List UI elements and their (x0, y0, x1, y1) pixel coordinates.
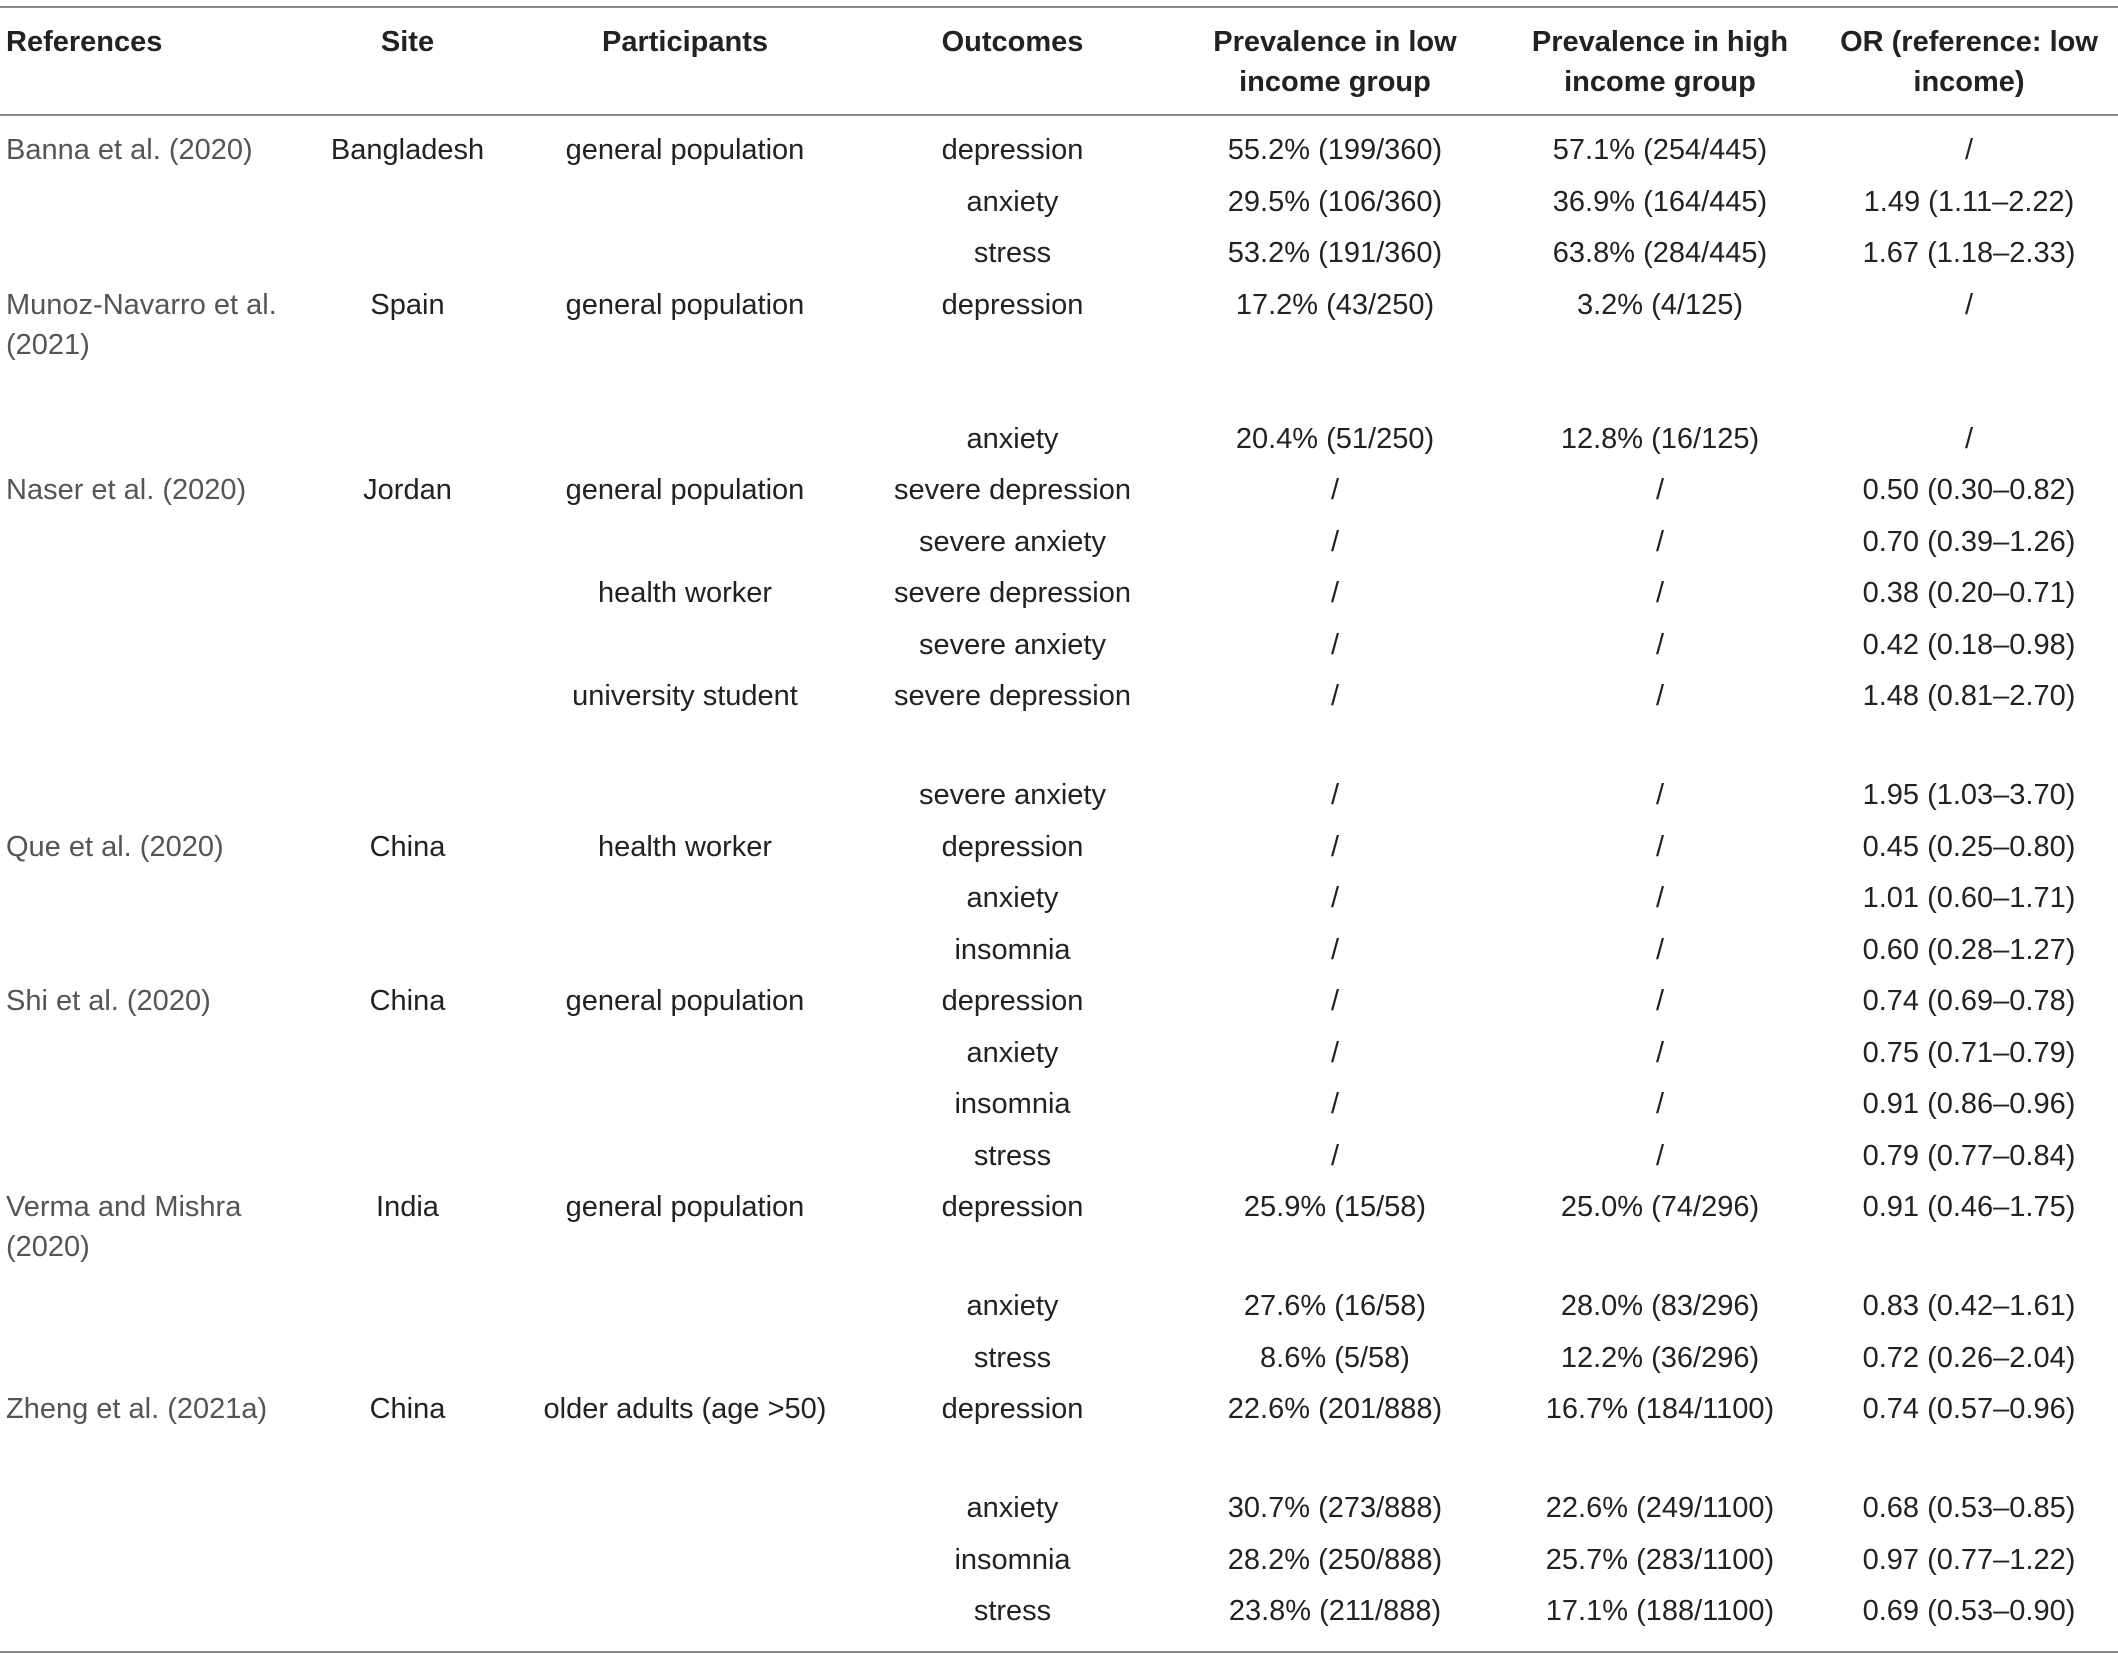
cell-reference (0, 1334, 300, 1386)
cell-outcome: stress (973, 1139, 1052, 1172)
cell-reference (0, 1029, 300, 1081)
cell-site: India (376, 1191, 439, 1223)
cell-reference (0, 926, 300, 978)
cell-prevalence-high: 16.7% (184/1100) (1545, 1393, 1775, 1425)
cell-odds-ratio: 0.91 (0.46–1.75) (1862, 1191, 2076, 1223)
cell-prevalence-low: / (1330, 1088, 1340, 1120)
cell-site (300, 1484, 515, 1536)
cell-prevalence-high: / (1655, 628, 1665, 661)
cell-odds-ratio: 1.01 (0.60–1.71) (1862, 882, 2076, 914)
table-row (0, 229, 2118, 281)
cell-reference (0, 1536, 300, 1588)
cell-reference (0, 1484, 300, 1536)
cell-prevalence-high: 28.0% (83/296) (1560, 1290, 1760, 1322)
table-row (0, 178, 2118, 230)
table-row (0, 1282, 2118, 1334)
cell-participants (515, 229, 855, 281)
cell-prevalence-high: / (1655, 1036, 1665, 1069)
cell-odds-ratio: 0.74 (0.57–0.96) (1862, 1393, 2076, 1425)
cell-prevalence-high: 25.7% (283/1100) (1545, 1543, 1775, 1576)
cell-prevalence-low: 23.8% (211/888) (1228, 1595, 1442, 1627)
cell-site (300, 1536, 515, 1588)
cell-site (300, 518, 515, 570)
table-row (0, 1587, 2118, 1652)
cell-participants: general population (565, 985, 805, 1017)
header-row (0, 7, 2118, 115)
cell-site: China (369, 985, 446, 1017)
cell-prevalence-high: / (1655, 525, 1665, 558)
cell-odds-ratio: 0.70 (0.39–1.26) (1862, 525, 2076, 558)
cell-reference (0, 672, 300, 771)
table-row (0, 977, 2118, 1029)
cell-prevalence-high: / (1655, 1088, 1665, 1120)
cell-prevalence-high: 63.8% (284/445) (1552, 237, 1768, 269)
cell-outcome: stress (973, 237, 1052, 269)
cell-participants: general population (565, 288, 805, 321)
cell-participants (515, 1536, 855, 1588)
cell-site (300, 1334, 515, 1386)
cell-outcome: depression (941, 134, 1084, 166)
cell-prevalence-low: / (1330, 985, 1340, 1017)
cell-odds-ratio: 0.60 (0.28–1.27) (1862, 933, 2076, 966)
cell-odds-ratio: 0.38 (0.20–0.71) (1862, 577, 2076, 609)
cell-prevalence-high: 17.1% (188/1100) (1545, 1595, 1775, 1627)
cell-prevalence-high: 57.1% (254/445) (1552, 134, 1768, 166)
cell-outcome: depression (941, 288, 1084, 321)
cell-prevalence-low: 27.6% (16/58) (1243, 1290, 1427, 1322)
cell-outcome: severe anxiety (919, 779, 1106, 811)
cell-participants (515, 1029, 855, 1081)
cell-prevalence-low: 28.2% (250/888) (1227, 1543, 1443, 1576)
header-site: Site (380, 26, 435, 58)
cell-reference: Banna et al. (2020) (6, 134, 253, 166)
cell-outcome: depression (941, 1191, 1084, 1223)
cell-reference (0, 229, 300, 281)
cell-outcome: anxiety (966, 185, 1059, 218)
cell-site (300, 1029, 515, 1081)
cell-odds-ratio: 0.91 (0.86–0.96) (1862, 1088, 2076, 1120)
cell-reference: Zheng et al. (2021a) (6, 1393, 268, 1425)
cell-reference (0, 569, 300, 621)
cell-prevalence-low: 29.5% (106/360) (1227, 185, 1443, 218)
header-prevalence-high: Prevalence in high income group (1531, 26, 1789, 98)
cell-odds-ratio: / (1964, 422, 1974, 455)
table-row (0, 281, 2118, 415)
cell-prevalence-low: 53.2% (191/360) (1227, 237, 1443, 269)
cell-outcome: anxiety (966, 1036, 1059, 1069)
cell-odds-ratio: 0.75 (0.71–0.79) (1862, 1036, 2076, 1069)
cell-prevalence-high: / (1655, 830, 1665, 863)
cell-site (300, 1282, 515, 1334)
cell-prevalence-low: 25.9% (15/58) (1243, 1191, 1427, 1223)
cell-prevalence-high: / (1655, 882, 1665, 914)
cell-prevalence-low: 8.6% (5/58) (1260, 1341, 1410, 1374)
cell-prevalence-high: 12.2% (36/296) (1560, 1341, 1760, 1374)
cell-site: Spain (370, 288, 445, 321)
cell-reference: Que et al. (2020) (6, 830, 224, 863)
table-row (0, 1183, 2118, 1282)
cell-odds-ratio: 1.67 (1.18–2.33) (1862, 237, 2076, 269)
cell-outcome: anxiety (966, 882, 1059, 914)
cell-site (300, 1132, 515, 1184)
cell-site (300, 415, 515, 467)
cell-participants (515, 178, 855, 230)
table-row (0, 415, 2118, 467)
cell-prevalence-high: / (1655, 577, 1665, 609)
cell-site (300, 1587, 515, 1652)
cell-prevalence-high: / (1655, 985, 1665, 1017)
cell-participants (515, 1484, 855, 1536)
cell-prevalence-high: / (1655, 933, 1665, 966)
cell-reference: Verma and Mishra (2020) (6, 1191, 242, 1263)
table-row (0, 569, 2118, 621)
table-row (0, 874, 2118, 926)
header-outcomes: Outcomes (941, 26, 1084, 58)
cell-site (300, 569, 515, 621)
cell-site (300, 874, 515, 926)
cell-outcome: severe anxiety (919, 525, 1106, 558)
cell-outcome: severe anxiety (919, 628, 1106, 661)
cell-prevalence-high: 25.0% (74/296) (1560, 1191, 1760, 1223)
cell-outcome: severe depression (894, 474, 1131, 506)
table-row (0, 1484, 2118, 1536)
cell-participants: older adults (age >50) (543, 1393, 827, 1425)
cell-outcome: severe depression (894, 577, 1131, 609)
cell-site (300, 178, 515, 230)
cell-reference (0, 1282, 300, 1334)
cell-participants: general population (565, 134, 805, 166)
cell-prevalence-low: 30.7% (273/888) (1227, 1492, 1443, 1524)
table-row (0, 518, 2118, 570)
cell-odds-ratio: 0.50 (0.30–0.82) (1862, 474, 2076, 506)
cell-odds-ratio: 0.79 (0.77–0.84) (1862, 1139, 2076, 1172)
cell-odds-ratio: 0.83 (0.42–1.61) (1862, 1290, 2076, 1322)
table-body (0, 115, 2118, 1652)
cell-outcome: anxiety (966, 1290, 1059, 1322)
cell-reference (0, 621, 300, 673)
cell-outcome: depression (941, 830, 1084, 863)
header-prevalence-low: Prevalence in low income group (1213, 26, 1457, 98)
cell-site: China (369, 1393, 446, 1425)
table-row (0, 1029, 2118, 1081)
cell-participants (515, 1080, 855, 1132)
cell-prevalence-high: / (1655, 779, 1665, 811)
table-row (0, 466, 2118, 518)
cell-odds-ratio: 0.42 (0.18–0.98) (1862, 628, 2076, 661)
cell-reference (0, 771, 300, 823)
cell-odds-ratio: 0.68 (0.53–0.85) (1862, 1492, 2076, 1524)
cell-participants (515, 1282, 855, 1334)
cell-prevalence-high: 12.8% (16/125) (1560, 422, 1760, 455)
cell-prevalence-low: / (1330, 680, 1340, 712)
cell-prevalence-low: / (1330, 525, 1340, 558)
table-row (0, 823, 2118, 875)
cell-participants (515, 874, 855, 926)
cell-prevalence-low: 17.2% (43/250) (1235, 288, 1435, 321)
cell-outcome: insomnia (954, 933, 1071, 966)
header-odds-ratio: OR (reference: low income) (1840, 26, 2098, 98)
cell-prevalence-low: 55.2% (199/360) (1227, 134, 1443, 166)
cell-outcome: depression (941, 1393, 1084, 1425)
cell-prevalence-low: / (1330, 779, 1340, 811)
cell-prevalence-low: / (1330, 830, 1340, 863)
cell-site (300, 621, 515, 673)
cell-odds-ratio: 0.69 (0.53–0.90) (1862, 1595, 2076, 1627)
table-row (0, 672, 2118, 771)
cell-prevalence-high: / (1655, 1139, 1665, 1172)
cell-prevalence-low: / (1330, 1036, 1340, 1069)
header-references: References (6, 26, 163, 58)
cell-participants: health worker (597, 577, 773, 609)
cell-outcome: anxiety (966, 1492, 1059, 1524)
cell-prevalence-low: 20.4% (51/250) (1235, 422, 1435, 455)
cell-participants (515, 771, 855, 823)
cell-site: Bangladesh (330, 134, 485, 166)
cell-reference (0, 178, 300, 230)
cell-participants: university student (572, 680, 798, 712)
cell-prevalence-low: / (1330, 933, 1340, 966)
cell-site: China (369, 830, 446, 863)
table-row (0, 1132, 2118, 1184)
cell-prevalence-high: / (1655, 680, 1665, 712)
cell-participants (515, 1587, 855, 1652)
cell-prevalence-low: / (1330, 628, 1340, 661)
table-row (0, 1385, 2118, 1484)
table-row (0, 771, 2118, 823)
cell-odds-ratio: 0.97 (0.77–1.22) (1862, 1543, 2076, 1576)
cell-reference (0, 518, 300, 570)
cell-participants (515, 1132, 855, 1184)
cell-participants (515, 621, 855, 673)
table-row (0, 1334, 2118, 1386)
cell-odds-ratio: 0.74 (0.69–0.78) (1862, 985, 2076, 1017)
cell-prevalence-low: 22.6% (201/888) (1227, 1393, 1443, 1425)
header-participants: Participants (602, 26, 768, 58)
cell-prevalence-high: 36.9% (164/445) (1552, 185, 1768, 218)
cell-odds-ratio: / (1964, 288, 1974, 321)
cell-reference (0, 1132, 300, 1184)
cell-site (300, 672, 515, 771)
cell-odds-ratio: / (1964, 134, 1974, 166)
cell-prevalence-high: 22.6% (249/1100) (1545, 1492, 1775, 1524)
cell-participants (515, 926, 855, 978)
cell-outcome: severe depression (894, 680, 1131, 712)
cell-odds-ratio: 1.95 (1.03–3.70) (1862, 779, 2076, 811)
cell-outcome: depression (941, 985, 1084, 1017)
cell-reference (0, 1080, 300, 1132)
cell-outcome: insomnia (954, 1543, 1071, 1576)
cell-reference (0, 415, 300, 467)
cell-reference (0, 1587, 300, 1652)
cell-reference: Naser et al. (2020) (6, 474, 247, 506)
cell-site (300, 1080, 515, 1132)
table-row (0, 621, 2118, 673)
cell-participants (515, 1334, 855, 1386)
table-row (0, 1536, 2118, 1588)
table-row (0, 926, 2118, 978)
cell-prevalence-low: / (1330, 577, 1340, 609)
cell-odds-ratio: 1.48 (0.81–2.70) (1862, 680, 2076, 712)
cell-reference: Shi et al. (2020) (6, 985, 211, 1017)
cell-reference: Munoz-Navarro et al. (2021) (6, 288, 277, 361)
cell-participants: health worker (597, 830, 773, 863)
cell-reference (0, 874, 300, 926)
cell-outcome: stress (973, 1595, 1052, 1627)
cell-participants (515, 518, 855, 570)
cell-odds-ratio: 0.45 (0.25–0.80) (1862, 830, 2076, 863)
cell-participants: general population (565, 1191, 805, 1223)
cell-prevalence-low: / (1330, 882, 1340, 914)
cell-outcome: anxiety (966, 422, 1059, 455)
cell-outcome: stress (973, 1341, 1052, 1374)
cell-odds-ratio: 1.49 (1.11–2.22) (1863, 185, 2075, 218)
cell-site (300, 926, 515, 978)
table-row (0, 1080, 2118, 1132)
cell-odds-ratio: 0.72 (0.26–2.04) (1862, 1341, 2076, 1374)
cell-outcome: insomnia (954, 1088, 1071, 1120)
table-header (0, 7, 2118, 115)
cell-participants (515, 415, 855, 467)
cell-participants: general population (565, 474, 805, 506)
cell-site (300, 229, 515, 281)
cell-prevalence-low: / (1330, 1139, 1340, 1172)
cell-prevalence-low: / (1330, 474, 1340, 506)
table-row (0, 115, 2118, 178)
cell-site (300, 771, 515, 823)
cell-prevalence-high: 3.2% (4/125) (1576, 288, 1744, 321)
cell-prevalence-high: / (1655, 474, 1665, 506)
income-mental-health-table (0, 6, 2118, 1653)
cell-site: Jordan (363, 474, 452, 506)
